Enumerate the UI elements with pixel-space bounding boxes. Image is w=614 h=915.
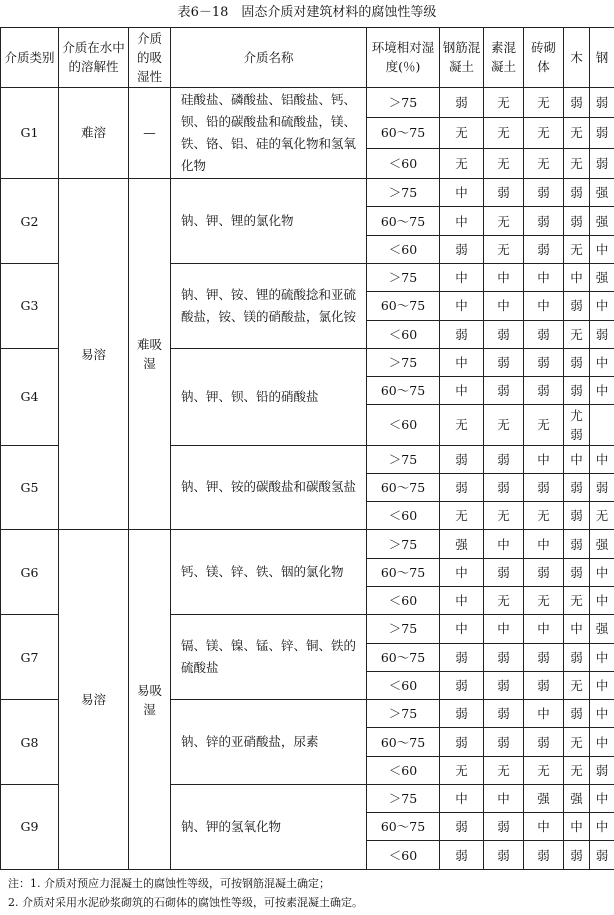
grade-cell: 无 bbox=[524, 118, 564, 149]
grade-cell: 中 bbox=[524, 292, 564, 320]
header-category: 介质类别 bbox=[1, 28, 59, 88]
grade-cell: 中 bbox=[590, 586, 614, 614]
grade-cell: 弱 bbox=[564, 530, 590, 558]
grade-cell: 弱 bbox=[524, 473, 564, 501]
humidity-cell: ＞75 bbox=[367, 700, 440, 728]
grade-cell: 无 bbox=[440, 148, 484, 179]
grade-cell: 弱 bbox=[564, 700, 590, 728]
table-row bbox=[1, 179, 614, 207]
grade-cell: 弱 bbox=[564, 558, 590, 586]
grade-cell: 中 bbox=[440, 586, 484, 614]
grade-cell: 弱 bbox=[590, 118, 614, 149]
grade-cell: 中 bbox=[484, 530, 524, 558]
humidity-cell: 60～75 bbox=[367, 643, 440, 671]
humidity-cell: ＞75 bbox=[367, 530, 440, 558]
grade-cell: 弱 bbox=[590, 756, 614, 784]
grade-cell: 弱 bbox=[524, 558, 564, 586]
humidity-cell: ＞75 bbox=[367, 784, 440, 812]
grade-cell: 弱 bbox=[564, 643, 590, 671]
solubility-cell: 难溶 bbox=[59, 87, 129, 179]
grade-cell: 弱 bbox=[590, 320, 614, 348]
grade-cell: 弱 bbox=[440, 320, 484, 348]
grade-cell: 中 bbox=[440, 207, 484, 235]
grade-cell: 弱 bbox=[484, 377, 524, 405]
humidity-cell: ＜60 bbox=[367, 756, 440, 784]
header-wood: 木 bbox=[564, 28, 590, 88]
grade-cell: 无 bbox=[440, 405, 484, 445]
grade-cell: 无 bbox=[564, 118, 590, 149]
note-1: 注：1. 介质对预应力混凝土的腐蚀性等级，可按钢筋混凝土确定； bbox=[8, 877, 330, 890]
humidity-cell: ＜60 bbox=[367, 320, 440, 348]
corrosion-table bbox=[0, 27, 614, 870]
hygroscopicity-cell: 易吸湿 bbox=[129, 530, 171, 870]
grade-cell: 强 bbox=[590, 179, 614, 207]
grade-cell: 中 bbox=[524, 530, 564, 558]
grade-cell: 弱 bbox=[484, 643, 524, 671]
grade-cell: 无 bbox=[564, 235, 590, 263]
medium-name-cell: 镉、镁、镍、锰、锌、铜、铁的硫酸盐 bbox=[171, 615, 367, 700]
grade-cell: 弱 bbox=[440, 841, 484, 870]
grade-cell: 弱 bbox=[484, 700, 524, 728]
grade-cell: 无 bbox=[484, 756, 524, 784]
grade-cell: 强 bbox=[590, 264, 614, 292]
category-cell: G9 bbox=[1, 784, 59, 869]
grade-cell: 弱 bbox=[524, 179, 564, 207]
grade-cell: 无 bbox=[564, 320, 590, 348]
note-2: 2. 介质对采用水泥砂浆砌筑的石砌体的腐蚀性等级，可按素混凝土确定。 bbox=[8, 896, 363, 909]
grade-cell: 无 bbox=[524, 87, 564, 118]
grade-cell: 中 bbox=[590, 700, 614, 728]
table-row bbox=[1, 530, 614, 558]
humidity-cell: 60～75 bbox=[367, 118, 440, 149]
grade-cell: 无 bbox=[484, 207, 524, 235]
grade-cell: 弱 bbox=[524, 671, 564, 699]
medium-name-cell: 钠、锌的亚硝酸盐，尿素 bbox=[171, 700, 367, 785]
grade-cell: 弱 bbox=[484, 558, 524, 586]
medium-name-cell: 硅酸盐、磷酸盐、铝酸盐、钙、钡、铅的碳酸盐和硫酸盐，镁、铁、铬、铝、硅的氧化物和氢氧化物 bbox=[171, 87, 367, 179]
grade-cell: 弱 bbox=[440, 700, 484, 728]
grade-cell: 无 bbox=[440, 118, 484, 149]
grade-cell: 弱 bbox=[484, 671, 524, 699]
grade-cell: 弱 bbox=[524, 841, 564, 870]
grade-cell: 中 bbox=[564, 813, 590, 841]
grade-cell: 弱 bbox=[564, 473, 590, 501]
grade-cell: 无 bbox=[524, 502, 564, 530]
grade-cell: 无 bbox=[484, 87, 524, 118]
grade-cell: 弱 bbox=[440, 445, 484, 473]
grade-cell: 中 bbox=[590, 235, 614, 263]
grade-cell: 弱 bbox=[484, 348, 524, 376]
grade-cell: 中 bbox=[590, 643, 614, 671]
category-cell: G2 bbox=[1, 179, 59, 264]
humidity-cell: ＞75 bbox=[367, 445, 440, 473]
grade-cell: 弱 bbox=[564, 87, 590, 118]
grade-cell: 中 bbox=[524, 813, 564, 841]
grade-cell: 无 bbox=[440, 756, 484, 784]
grade-cell: 弱 bbox=[440, 473, 484, 501]
grade-cell: 中 bbox=[484, 264, 524, 292]
grade-cell: 中 bbox=[440, 615, 484, 643]
category-cell: G5 bbox=[1, 445, 59, 530]
humidity-cell: 60～75 bbox=[367, 292, 440, 320]
table-row bbox=[1, 87, 614, 118]
header-plain-concrete: 素混凝土 bbox=[484, 28, 524, 88]
humidity-cell: ＞75 bbox=[367, 348, 440, 376]
grade-cell: 弱 bbox=[564, 841, 590, 870]
grade-cell: 中 bbox=[590, 292, 614, 320]
grade-cell: 无 bbox=[564, 728, 590, 756]
medium-name-cell: 钠、钾、铵的碳酸盐和碳酸氢盐 bbox=[171, 445, 367, 530]
grade-cell: 弱 bbox=[440, 671, 484, 699]
grade-cell: 弱 bbox=[524, 643, 564, 671]
grade-cell: 强 bbox=[590, 615, 614, 643]
humidity-cell: ＜60 bbox=[367, 841, 440, 870]
humidity-cell: 60～75 bbox=[367, 558, 440, 586]
grade-cell: 强 bbox=[590, 207, 614, 235]
grade-cell: 无 bbox=[484, 405, 524, 445]
grade-cell: 弱 bbox=[564, 502, 590, 530]
header-reinforced-concrete: 钢筋混凝土 bbox=[440, 28, 484, 88]
grade-cell: 中 bbox=[440, 292, 484, 320]
grade-cell: 中 bbox=[440, 179, 484, 207]
grade-cell: 中 bbox=[590, 445, 614, 473]
humidity-cell: 60～75 bbox=[367, 207, 440, 235]
grade-cell: 弱 bbox=[440, 235, 484, 263]
medium-name-cell: 钠、钾、锂的氯化物 bbox=[171, 179, 367, 264]
humidity-cell: ＞75 bbox=[367, 179, 440, 207]
grade-cell: 中 bbox=[440, 264, 484, 292]
humidity-cell: 60～75 bbox=[367, 473, 440, 501]
grade-cell: 强 bbox=[564, 784, 590, 812]
grade-cell: 弱 bbox=[590, 148, 614, 179]
grade-cell: 中 bbox=[590, 728, 614, 756]
grade-cell: 弱 bbox=[524, 320, 564, 348]
category-cell: G4 bbox=[1, 348, 59, 445]
grade-cell: 无 bbox=[484, 235, 524, 263]
humidity-cell: ＞75 bbox=[367, 87, 440, 118]
humidity-cell: ＞75 bbox=[367, 615, 440, 643]
grade-cell bbox=[590, 405, 614, 445]
grade-cell: 强 bbox=[524, 784, 564, 812]
grade-cell: 中 bbox=[440, 377, 484, 405]
medium-name-cell: 钙、镁、锌、铁、铟的氯化物 bbox=[171, 530, 367, 615]
category-cell: G6 bbox=[1, 530, 59, 615]
table-title: 表6－18 固态介质对建筑材料的腐蚀性等级 bbox=[177, 5, 437, 20]
grade-cell: 无 bbox=[484, 586, 524, 614]
grade-cell: 中 bbox=[484, 784, 524, 812]
grade-cell: 弱 bbox=[440, 87, 484, 118]
header-humidity: 环境相对湿度(％) bbox=[367, 28, 440, 88]
header-brick-masonry: 砖砌体 bbox=[524, 28, 564, 88]
hygroscopicity-cell: 难吸湿 bbox=[129, 179, 171, 530]
grade-cell: 弱 bbox=[484, 473, 524, 501]
grade-cell: 无 bbox=[590, 502, 614, 530]
grade-cell: 中 bbox=[590, 558, 614, 586]
category-cell: G3 bbox=[1, 264, 59, 349]
grade-cell: 中 bbox=[564, 264, 590, 292]
header-row bbox=[1, 28, 614, 88]
header-steel: 钢 bbox=[590, 28, 614, 88]
grade-cell: 中 bbox=[484, 615, 524, 643]
grade-cell: 弱 bbox=[484, 728, 524, 756]
grade-cell: 中 bbox=[564, 615, 590, 643]
grade-cell: 弱 bbox=[524, 207, 564, 235]
grade-cell: 弱 bbox=[524, 728, 564, 756]
humidity-cell: ＜60 bbox=[367, 671, 440, 699]
grade-cell: 弱 bbox=[484, 813, 524, 841]
humidity-cell: ＜60 bbox=[367, 586, 440, 614]
grade-cell: 无 bbox=[524, 148, 564, 179]
grade-cell: 中 bbox=[590, 348, 614, 376]
grade-cell: 弱 bbox=[564, 179, 590, 207]
grade-cell: 弱 bbox=[564, 292, 590, 320]
humidity-cell: ＜60 bbox=[367, 148, 440, 179]
grade-cell: 弱 bbox=[564, 207, 590, 235]
hygroscopicity-cell: — bbox=[129, 87, 171, 179]
grade-cell: 中 bbox=[440, 784, 484, 812]
header-medium-name: 介质名称 bbox=[171, 28, 367, 88]
category-cell: G8 bbox=[1, 700, 59, 785]
grade-cell: 中 bbox=[590, 813, 614, 841]
grade-cell: 弱 bbox=[590, 473, 614, 501]
grade-cell: 无 bbox=[524, 756, 564, 784]
grade-cell: 弱 bbox=[440, 728, 484, 756]
grade-cell: 中 bbox=[440, 348, 484, 376]
grade-cell: 无 bbox=[484, 502, 524, 530]
grade-cell: 弱 bbox=[484, 445, 524, 473]
grade-cell: 弱 bbox=[524, 235, 564, 263]
grade-cell: 弱 bbox=[484, 320, 524, 348]
grade-cell: 中 bbox=[564, 445, 590, 473]
grade-cell: 强 bbox=[440, 530, 484, 558]
medium-name-cell: 钠、钾、铵、锂的硫酸捻和亚硫酸盐，铵、镁的硝酸盐，氯化铵 bbox=[171, 264, 367, 349]
table-notes bbox=[8, 874, 608, 912]
grade-cell: 中 bbox=[590, 377, 614, 405]
grade-cell: 弱 bbox=[484, 841, 524, 870]
grade-cell: 弱 bbox=[484, 179, 524, 207]
grade-cell: 弱 bbox=[524, 377, 564, 405]
grade-cell: 弱 bbox=[440, 813, 484, 841]
grade-cell: 无 bbox=[564, 756, 590, 784]
humidity-cell: ＜60 bbox=[367, 235, 440, 263]
grade-cell: 强 bbox=[590, 530, 614, 558]
medium-name-cell: 钠、钾的氢氧化物 bbox=[171, 784, 367, 869]
solubility-cell: 易溶 bbox=[59, 179, 129, 530]
header-hygroscopicity: 介质的吸湿性 bbox=[129, 28, 171, 88]
humidity-cell: ＜60 bbox=[367, 502, 440, 530]
grade-cell: 无 bbox=[524, 405, 564, 445]
grade-cell: 中 bbox=[484, 292, 524, 320]
grade-cell: 中 bbox=[590, 784, 614, 812]
grade-cell: 弱 bbox=[590, 841, 614, 870]
grade-cell: 弱 bbox=[440, 643, 484, 671]
grade-cell: 弱 bbox=[524, 348, 564, 376]
medium-name-cell: 钠、钾、钡、铅的硝酸盐 bbox=[171, 348, 367, 445]
grade-cell: 无 bbox=[564, 148, 590, 179]
solubility-cell: 易溶 bbox=[59, 530, 129, 870]
humidity-cell: 60～75 bbox=[367, 813, 440, 841]
category-cell: G1 bbox=[1, 87, 59, 179]
grade-cell: 无 bbox=[440, 502, 484, 530]
grade-cell: 无 bbox=[484, 148, 524, 179]
grade-cell: 中 bbox=[524, 700, 564, 728]
grade-cell: 弱 bbox=[564, 377, 590, 405]
grade-cell: 中 bbox=[590, 671, 614, 699]
grade-cell: 无 bbox=[564, 586, 590, 614]
grade-cell: 尤弱 bbox=[564, 405, 590, 445]
humidity-cell: 60～75 bbox=[367, 377, 440, 405]
humidity-cell: 60～75 bbox=[367, 728, 440, 756]
corrosion-table-container bbox=[0, 27, 614, 870]
grade-cell: 中 bbox=[440, 558, 484, 586]
grade-cell: 无 bbox=[484, 118, 524, 149]
category-cell: G7 bbox=[1, 615, 59, 700]
humidity-cell: ＜60 bbox=[367, 405, 440, 445]
grade-cell: 中 bbox=[524, 445, 564, 473]
grade-cell: 弱 bbox=[590, 87, 614, 118]
grade-cell: 无 bbox=[564, 671, 590, 699]
grade-cell: 无 bbox=[524, 586, 564, 614]
grade-cell: 中 bbox=[524, 615, 564, 643]
header-solubility: 介质在水中的溶解性 bbox=[59, 28, 129, 88]
grade-cell: 弱 bbox=[564, 348, 590, 376]
grade-cell: 中 bbox=[524, 264, 564, 292]
humidity-cell: ＞75 bbox=[367, 264, 440, 292]
